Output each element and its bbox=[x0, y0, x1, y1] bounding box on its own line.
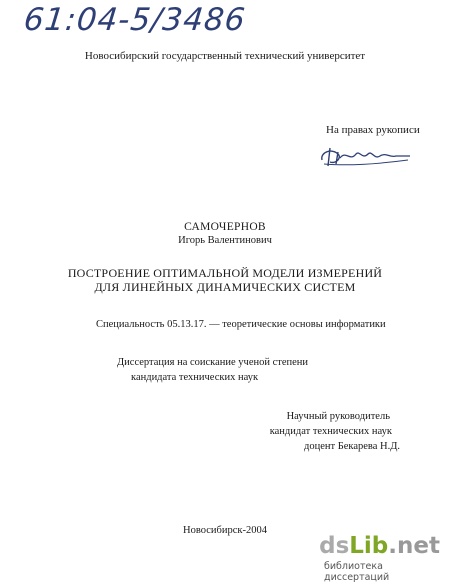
scientific-advisor bbox=[270, 409, 400, 454]
dslib-watermark bbox=[319, 533, 444, 583]
advisor-role: Научный руководитель bbox=[286, 411, 390, 422]
degree-line-1: Диссертация на соискание ученой степени bbox=[117, 357, 309, 368]
author-surname: САМОЧЕРНОВ bbox=[184, 221, 266, 233]
handwritten-signature bbox=[318, 144, 414, 170]
rights-notice: На правах рукописи bbox=[326, 124, 420, 136]
university-name: Новосибирский государственный технический университет bbox=[84, 50, 366, 62]
dissertation-title bbox=[0, 266, 450, 294]
advisor-name: доцент Бекарева Н.Д. bbox=[303, 441, 400, 452]
dslib-logo: dsLib.net bbox=[319, 533, 440, 559]
degree-statement bbox=[117, 355, 308, 385]
degree-line-2: кандидата технических наук bbox=[131, 372, 259, 383]
handwritten-catalog-code: 61:04-5/3486 bbox=[22, 2, 248, 38]
specialty: Специальность 05.13.17. — теоретические основы информатики bbox=[96, 319, 386, 330]
author-given-name: Игорь Валентинович bbox=[178, 235, 272, 246]
title-line-1: ПОСТРОЕНИЕ ОПТИМАЛЬНОЙ МОДЕЛИ ИЗМЕРЕНИЙ bbox=[67, 266, 383, 280]
title-line-2: ДЛЯ ЛИНЕЙНЫХ ДИНАМИЧЕСКИХ СИСТЕМ bbox=[94, 280, 356, 294]
dslib-caption: библиотека диссертаций bbox=[324, 561, 390, 583]
city-year: Новосибирск-2004 bbox=[183, 525, 267, 536]
advisor-degree: кандидат технических наук bbox=[269, 426, 392, 437]
